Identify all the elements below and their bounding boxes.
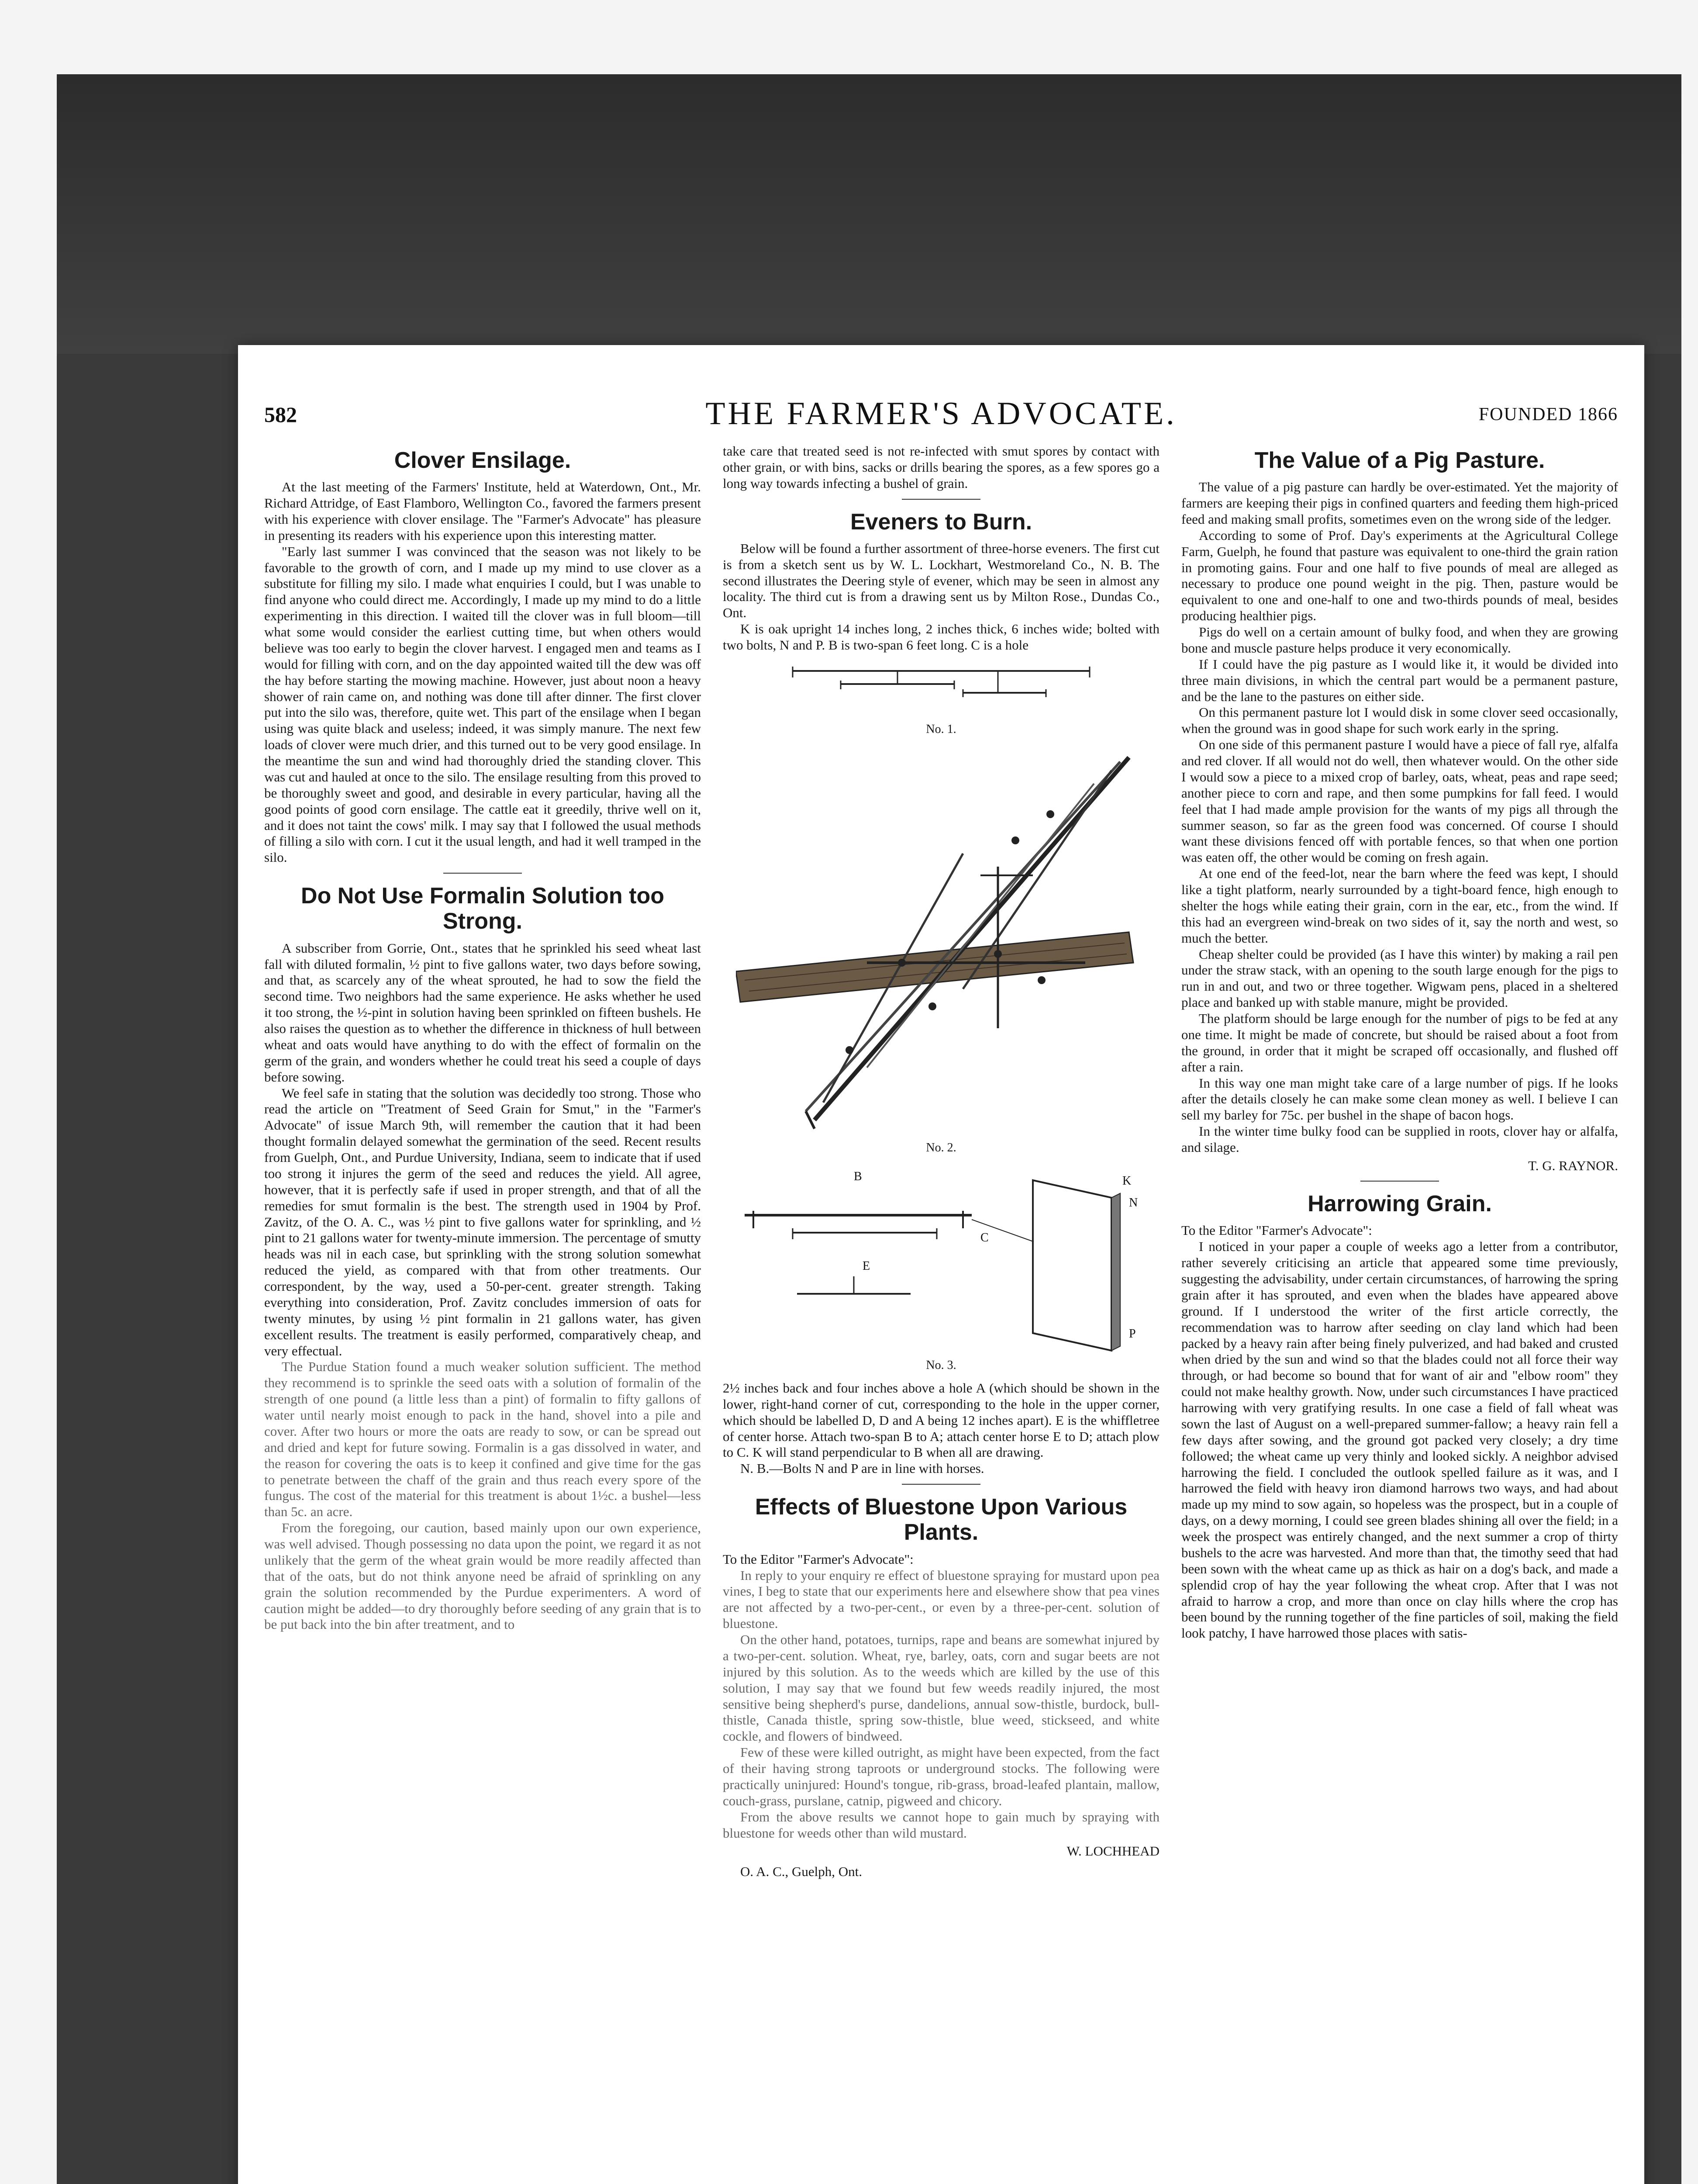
- article-paragraph: "Early last summer I was convinced that the season was not likely to be favorable to the growth of corn, and I made up my mind to use clover as a substitute for filling my silo. I made what enquiries I could, but I was unable to find anyone who could direct me. Accordingly, I made up my mind to do a little experimenting in this direction. I waited till the clover was in full bloom—till what some would consider the earliest cutting time, but when others would believe was too early to begin the clover harvest. I engaged men and teams as I would for filling with corn, and on the day appointed waited till the dew was off the hay before starting the mowing machine. However, just about noon a heavy shower of rain came on, and nothing was done till after dinner. The first clover put into the silo was, therefore, quite wet. This part of the ensilage when I began using was quite black and useless; indeed, it was simply manure. The next few loads of clover were much drier, and this turned out to be very good ensilage. In the meantime the sun and wind had thoroughly dried the standing clover. This was cut and hauled at once to the silo. The ensilage resulting from this proved to be thoroughly sweet and good, and desirable in every particular, having all the good points of good corn ensilage. The cattle eat it greedily, thrive well on it, and it does not taint the cows' milk. I may say that I followed the usual methods of filling a silo with corn. I cut it the usual length, and had it well tramped in the silo.: [264, 543, 701, 865]
- section-divider: [443, 873, 522, 874]
- article-paragraph: At one end of the feed-lot, near the barn where the feed was kept, I should like a tight platform, nearly surrounded by a tight-board fence, high enough to shelter the hogs while eating their grain, corn in the ear, etc., from the wind. If this had an evergreen wind-break on two sides of it, say the north and west, so much the better.: [1181, 866, 1618, 946]
- article-paragraph: If I could have the pig pasture as I would like it, it would be divided into three main divisions, in which the central part would be a permanent pasture, and be the lane to the pastures on either side.: [1181, 656, 1618, 704]
- newspaper-page: [238, 345, 1644, 2184]
- signature: T. G. RAYNOR.: [1528, 1158, 1618, 1173]
- article-paragraph: Few of these were killed outright, as might have been expected, from the fact of their having strong taproots or underground stocks. The following were practically uninjured: Hound's tongue, rib-grass, broad-leafed plantain, mallow, couch-grass, purslane, catnip, pigweed and chicory.: [723, 1745, 1160, 1808]
- headline-harrowing: Harrowing Grain.: [1308, 1191, 1492, 1217]
- column-2: [723, 443, 1160, 1880]
- figure-3-label-e: E: [863, 1259, 870, 1273]
- letter-salutation: To the Editor "Farmer's Advocate":: [723, 1551, 914, 1567]
- article-paragraph: In this way one man might take care of a large number of pigs. If he looks after the details closely he can make some clean money as well. I believe I can sell my barley for 75c. per bushel in the shape of bacon hogs.: [1181, 1075, 1618, 1123]
- figure-3-label-p: P: [1129, 1327, 1136, 1341]
- figure-1-caption: No. 1.: [926, 722, 956, 736]
- headline-bluestone: Effects of Bluestone Upon Various Plants.: [755, 1494, 1128, 1545]
- article-paragraph: Cheap shelter could be provided (as I have this winter) by making a rail pen under the straw stack, with an opening to the south large enough for the pigs to run in and out, and two or three together. Wigwam pens, placed in a sheltered place and banked up with stable manure, might be provided.: [1181, 946, 1618, 1010]
- signature: W. LOCHHEAD: [1066, 1843, 1160, 1859]
- article-paragraph: In reply to your enquiry re effect of bluestone spraying for mustard upon pea vines, I beg to state that our experiments here and elsewhere show that pea vines are not affected by a two-per-cent., or even by a three-per-cent. solution of bluestone.: [723, 1567, 1160, 1631]
- article-paragraph: We feel safe in stating that the solution was decidedly too strong. Those who read the article on "Treatment of Seed Grain for Smut," in the "Farmer's Advocate" of issue March 9th, will remember the caution that it had been thought formalin delayed somewhat the germination of the seed. Recent results from Guelph, Ont., and Purdue University, Indiana, seem to indicate that if used too strong it injures the germ of the seed and reduces the yield. All agree, however, that it is perfectly safe if used in proper strength, and that of all the remedies for smut formalin is the best. The strength used in 1904 by Prof. Zavitz, of the O. A. C., was ½ pint to five gallons water for sprinkling, and ½ pint to 21 gallons water for twenty-minute immersion. The percentage of smutty heads was nil in each case, but sprinkling with the strong solution somewhat reduced the yield, as compared with that from other treatments. Our correspondent, by the way, used a 50-per-cent. greater strength. Taking everything into consideration, Prof. Zavitz concludes immersion of oats for twenty minutes, by using ½ pint formalin in 21 gallons water, has given excellent results. The treatment is easily performed, comparatively cheap, and very effectual.: [264, 1085, 701, 1358]
- article-paragraph: From the foregoing, our caution, based mainly upon our own experience, was well advised. Though possessing no data upon the point, we regard it as not unlikely that the germ of the wheat grain would be more readily affected than that of the oats, but do not think anyone need be afraid of sprinkling on any grain the solution recommended by the Purdue experimenters. A word of caution might be added—to dry thoroughly before seeding of any grain that is to be put back into the bin after treatment, and to: [264, 1520, 701, 1632]
- article-paragraph: At the last meeting of the Farmers' Institute, held at Waterdown, Ont., Mr. Richard Attridge, of East Flamboro, Wellington Co., favored the farmers present with his experience with clover ensilage. The "Farmer's Advocate" has pleasure in presenting its readers with his experience upon this interesting matter.: [264, 479, 701, 543]
- section-divider: [902, 1484, 980, 1485]
- headline-formalin: Do Not Use Formalin Solution too Strong.: [301, 883, 664, 934]
- evener-figure-2: [736, 744, 1146, 1137]
- article-paragraph: On this permanent pasture lot I would disk in some clover seed occasionally, when the ground was in good shape for such work early in the spring.: [1181, 705, 1618, 736]
- letter-salutation: To the Editor "Farmer's Advocate":: [1181, 1223, 1372, 1238]
- article-paragraph: In the winter time bulky food can be supplied in roots, clover hay or alfalfa, and silage.: [1181, 1123, 1618, 1155]
- article-paragraph: The value of a pig pasture can hardly be over-estimated. Yet the majority of farmers are keeping their pigs in confined quarters and feeding them high-priced feed and making small profits, sometimes even on the wrong side of the ledger.: [1181, 479, 1618, 527]
- article-paragraph: Below will be found a further assortment of three-horse eveners. The first cut is from a sketch sent us by W. L. Lockhart, Westmoreland Co., N. B. The second illustrates the Deering style of evener, which may be seen in almost any locality. The third cut is from a drawing sent us by Milton Rose., Dundas Co., Ont.: [723, 540, 1160, 621]
- article-paragraph: From the above results we cannot hope to gain much by spraying with bluestone for weeds other than wild mustard.: [723, 1809, 1160, 1841]
- article-continuation: take care that treated seed is not re-infected with smut spores by contact with other grain, or with bins, sacks or drills bearing the spores, as a few spores go a long way towards infecting a bushel of grain.: [723, 443, 1160, 491]
- page-number: 582: [264, 402, 297, 427]
- article-paragraph: The Purdue Station found a much weaker solution sufficient. The method they recommend is to sprinkle the seed oats with a solution of formalin of the strength of one pound (a little less than a pint) of formalin to fifty gallons of water until nearly moist enough to pack in the hand, shovel into a pile and cover. After two hours or more the oats are ready to sow, or can be spread out and dried and kept for future sowing. Formalin is a gas dissolved in water, and the reason for covering the oats is to keep it confined and give time for the gas to penetrate between the chaff of the grain and thus reach every spore of the fungus. The cost of the material for this treatment is about 1½c. a bushel—less than 5c. an acre.: [264, 1359, 701, 1520]
- evener-figure-3: [727, 1163, 1155, 1355]
- figure-3-label-b: B: [854, 1169, 862, 1183]
- article-paragraph: On the other hand, potatoes, turnips, rape and beans are somewhat injured by a two-per-cent. solution. Wheat, rye, barley, oats, corn and sugar beets are not injured by this solution. As to the weeds which are killed by the use of this solution, I may say that we found but few weeds readily injured, the most sensitive being shepherd's purse, dandelions, annual sow-thistle, burdock, bull-thistle, Canada thistle, spring sow-thistle, blue weed, stickseed, and white cockle, and flowers of bindweed.: [723, 1632, 1160, 1744]
- article-paragraph: A subscriber from Gorrie, Ont., states that he sprinkled his seed wheat last fall with diluted formalin, ½ pint to five gallons water, two days before sowing, and that, as scarcely any of the wheat sprouted, he had to sow the field the second time. Two neighbors had the same experience. He asks whether he used it too strong, the ½-pint in solution having been sprinkled on fifteen bushels. He also raises the question as to whether the difference in thickness of hull between wheat and oats would have anything to do with the effect of formalin on the germ of the grain, and wonders whether he could treat his seed a couple of days before sowing.: [264, 940, 701, 1085]
- article-paragraph: K is oak upright 14 inches long, 2 inches thick, 6 inches wide; bolted with two bolts, N and P. B is two-span 6 feet long. C is a hole: [723, 621, 1160, 653]
- founded-date: FOUNDED 1866: [1478, 404, 1618, 425]
- figure-3-label-n: N: [1129, 1196, 1138, 1209]
- article-paragraph: 2½ inches back and four inches above a hole A (which should be shown in the lower, right-hand corner of cut, corresponding to the hole in the upper corner, which should be labelled D, D and A being 12 inches apart). E is the whiffletree of center horse. Attach two-span B to A; attach center horse E to D; attach plow to C. K will stand perpendicular to B when all are drawing.: [723, 1380, 1160, 1460]
- article-paragraph: I noticed in your paper a couple of weeks ago a letter from a contributor, rather severely criticising an article that appeared some time previously, suggesting the advisability, under certain circumstances, of harrowing the spring grain after it has sprouted, and even when the blades have appeared above ground. If I understood the writer of the first article correctly, the recommendation was to harrow after seeding on clay land which had been packed by a heavy rain after being finely pulverized, and had baked and crusted when dried by the sun and wind so that the blades could not all force their way through, or had become so bound that for want of air and "elbow room" they could not make healthy growth. Now, under such circumstances I have practiced harrowing with very gratifying results. In one case a field of fall wheat was sown the last of August on a well-prepared summer-fallow; a heavy rain fell a few days after sowing, and the ground got packed very closely; a dry time followed; the wheat came up very thinly and looked sickly. A neighbor advised harrowing the field. I concluded the outlook spelled failure as it was, and I harrowed the field with heavy iron diamond harrows two ways, and had about made up my mind to sow again, so hopeless was the prospect, but in a couple of days, on a dewy morning, I could see green blades shining all over the field; in a week the prospect was entirely changed, and the next summer a crop of thirty bushels to the acre was harvested. And more than that, the timothy seed that had been sown with the wheat came up as thick as hair on a dog's back, and made a splendid crop of hay the year following the wheat crop. After that I was not afraid to harrow a crop, and more than once on clay hills where the crop has been bound by the running together of the fine particles of soil, making the field look patchy, I have harrowed those places with satis-: [1181, 1239, 1618, 1641]
- evener-figure-1: [788, 653, 1094, 719]
- article-paragraph: Pigs do well on a certain amount of bulky food, and when they are growing bone and muscle pasture helps produce it very economically.: [1181, 624, 1618, 656]
- article-paragraph: N. B.—Bolts N and P are in line with horses.: [740, 1461, 984, 1476]
- figure-2-caption: No. 2.: [926, 1140, 956, 1154]
- signature-place: O. A. C., Guelph, Ont.: [740, 1863, 862, 1879]
- section-divider: [1360, 1181, 1439, 1182]
- column-3: [1181, 443, 1618, 1641]
- figure-3-caption: No. 3.: [926, 1358, 956, 1372]
- figure-3-label-c: C: [980, 1230, 989, 1244]
- scan-background-top: [57, 74, 1681, 354]
- headline-clover-ensilage: Clover Ensilage.: [394, 448, 571, 473]
- section-divider: [902, 499, 980, 500]
- figure-3-label-k: K: [1122, 1174, 1132, 1188]
- headline-pig-pasture: The Value of a Pig Pasture.: [1254, 448, 1545, 473]
- article-paragraph: According to some of Prof. Day's experiments at the Agricultural College Farm, Guelph, he found that pasture was equivalent to one-third the grain ration in promoting gains. Four and one half to five pounds of meal are alleged as necessary to produce one pound weight in the pig. Then, pasture would be equivalent to one and one-half to one and two-thirds pounds of meal, besides producing healthier pigs.: [1181, 527, 1618, 624]
- column-1: [264, 443, 701, 1633]
- headline-eveners: Eveners to Burn.: [850, 509, 1032, 535]
- masthead: THE FARMER'S ADVOCATE.: [705, 396, 1177, 432]
- article-paragraph: The platform should be large enough for the number of pigs to be fed at any one time. It might be made of concrete, but should be raised about a foot from the ground, in order that it might be scraped off occasionally, and flushed off after a rain.: [1181, 1011, 1618, 1075]
- article-paragraph: On one side of this permanent pasture I would have a piece of fall rye, alfalfa and red clover. If all would not do well, then whatever would. On the other side I would sow a piece to a mixed crop of barley, oats, wheat, peas and rape seed; another piece to corn and rape, and then some pumpkins for fall feed. I would feel that I had made ample provision for the wants of my pigs all through the summer season, so far as the green food was concerned. Of course I should want these divisions fenced off with portable fences, so that when one portion was eaten off, the other would be coming on fresh again.: [1181, 737, 1618, 865]
